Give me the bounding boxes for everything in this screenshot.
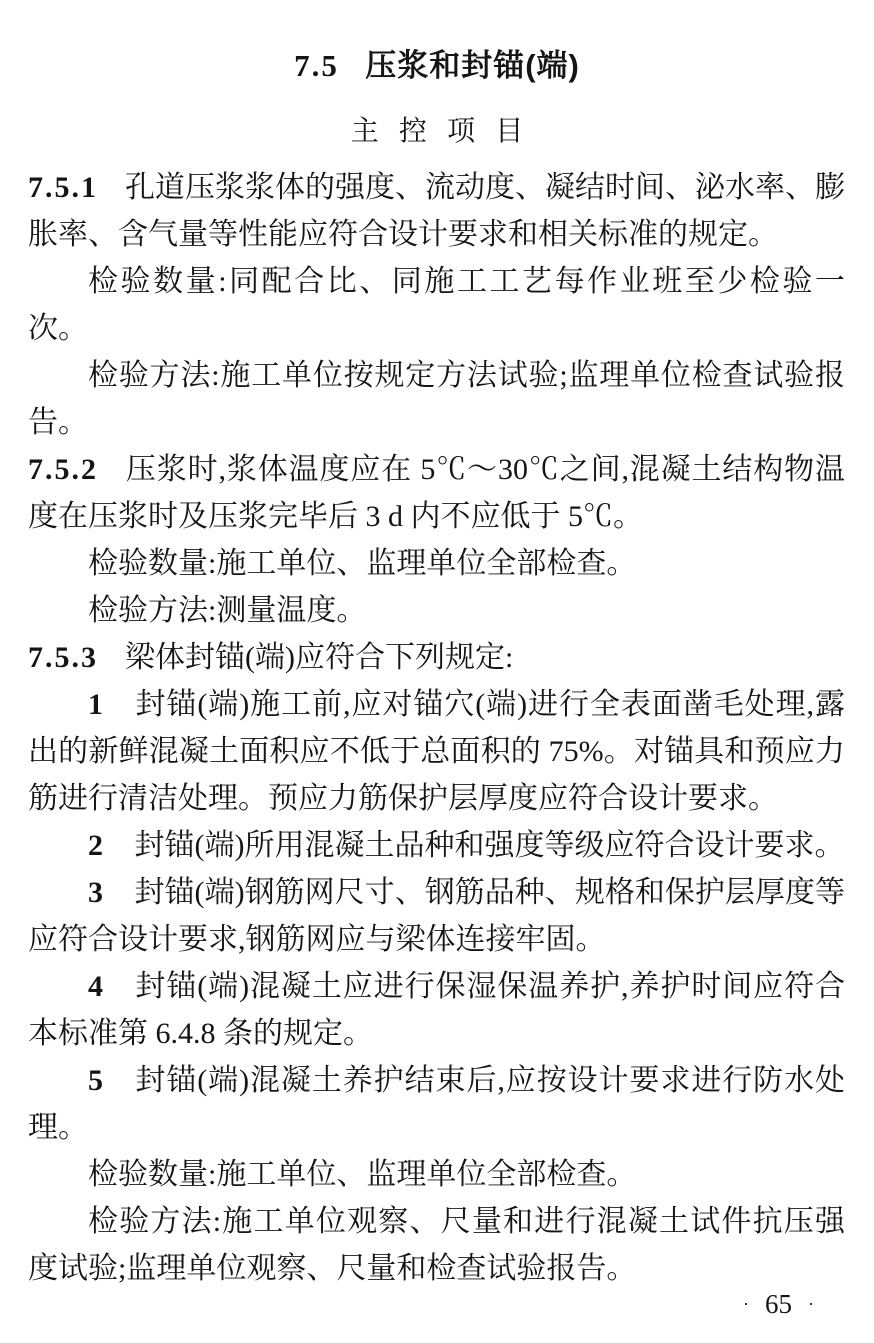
body-text [0, 164, 874, 1292]
list-item-3 [28, 869, 845, 963]
list-item-4-text: 封锚(端)混凝土应进行保湿保温养护,养护时间应符合本标准第 6.4.8 条的规定。 [28, 970, 845, 1050]
section-number: 7.5 [294, 48, 339, 83]
clause-7-5-2-number: 7.5.2 [28, 453, 98, 486]
section-title-text: 压浆和封锚(端) [365, 48, 580, 83]
clause-7-5-3-number: 7.5.3 [28, 641, 98, 674]
list-item-5-text: 封锚(端)混凝土养护结束后,应按设计要求进行防水处理。 [28, 1064, 845, 1144]
page-number: 65 [765, 1289, 792, 1319]
check-method-2 [28, 587, 845, 634]
check-method-2-text: 检验方法:测量温度。 [88, 594, 367, 627]
list-item-1 [28, 681, 845, 822]
footer-right-dot: · [808, 1294, 814, 1314]
check-quantity-2 [28, 540, 845, 587]
check-quantity-2-text: 检验数量:施工单位、监理单位全部检查。 [88, 547, 637, 580]
clause-7-5-2-text: 压浆时,浆体温度应在 5℃～30℃之间,混凝土结构物温度在压浆时及压浆完毕后 3 d 内不应低于 5℃。 [28, 453, 845, 533]
check-method-3 [28, 1198, 845, 1292]
clause-7-5-1 [28, 164, 845, 258]
list-item-2-text: 封锚(端)所用混凝土品种和强度等级应符合设计要求。 [134, 829, 845, 862]
list-item-5-number: 5 [88, 1064, 103, 1097]
page-footer [743, 1289, 814, 1319]
list-item-1-number: 1 [88, 688, 103, 721]
list-item-5 [28, 1057, 845, 1151]
list-item-2-number: 2 [88, 829, 103, 862]
check-method-3-text: 检验方法:施工单位观察、尺量和进行混凝土试件抗压强度试验;监理单位观察、尺量和检查试验报告。 [28, 1205, 845, 1285]
check-quantity-1-text: 检验数量:同配合比、同施工工艺每作业班至少检验一次。 [28, 265, 845, 345]
clause-7-5-3-text: 梁体封锚(端)应符合下列规定: [125, 641, 514, 674]
list-item-3-text: 封锚(端)钢筋网尺寸、钢筋品种、规格和保护层厚度等应符合设计要求,钢筋网应与梁体连接牢固。 [28, 876, 845, 956]
clause-7-5-3 [28, 634, 845, 681]
check-method-1 [28, 352, 845, 446]
list-item-4-number: 4 [88, 970, 103, 1003]
list-item-3-number: 3 [88, 876, 103, 909]
clause-7-5-1-text: 孔道压浆浆体的强度、流动度、凝结时间、泌水率、膨胀率、含气量等性能应符合设计要求和相关标准的规定。 [28, 171, 845, 251]
check-quantity-3 [28, 1151, 845, 1198]
check-quantity-3-text: 检验数量:施工单位、监理单位全部检查。 [88, 1158, 637, 1191]
list-item-1-text: 封锚(端)施工前,应对锚穴(端)进行全表面凿毛处理,露出的新鲜混凝土面积应不低于总面积的 75%。对锚具和预应力筋进行清洁处理。预应力筋保护层厚度应符合设计要求。 [28, 688, 845, 815]
clause-7-5-1-number: 7.5.1 [28, 171, 98, 204]
check-method-1-text: 检验方法:施工单位按规定方法试验;监理单位检查试验报告。 [28, 359, 845, 439]
list-item-4 [28, 963, 845, 1057]
list-item-2 [28, 822, 845, 869]
clause-7-5-2 [28, 446, 845, 540]
check-quantity-1 [28, 258, 845, 352]
subheading-master-control-items: 主控项目 [350, 116, 544, 147]
footer-left-dot: · [743, 1294, 749, 1314]
section-title [0, 46, 874, 86]
